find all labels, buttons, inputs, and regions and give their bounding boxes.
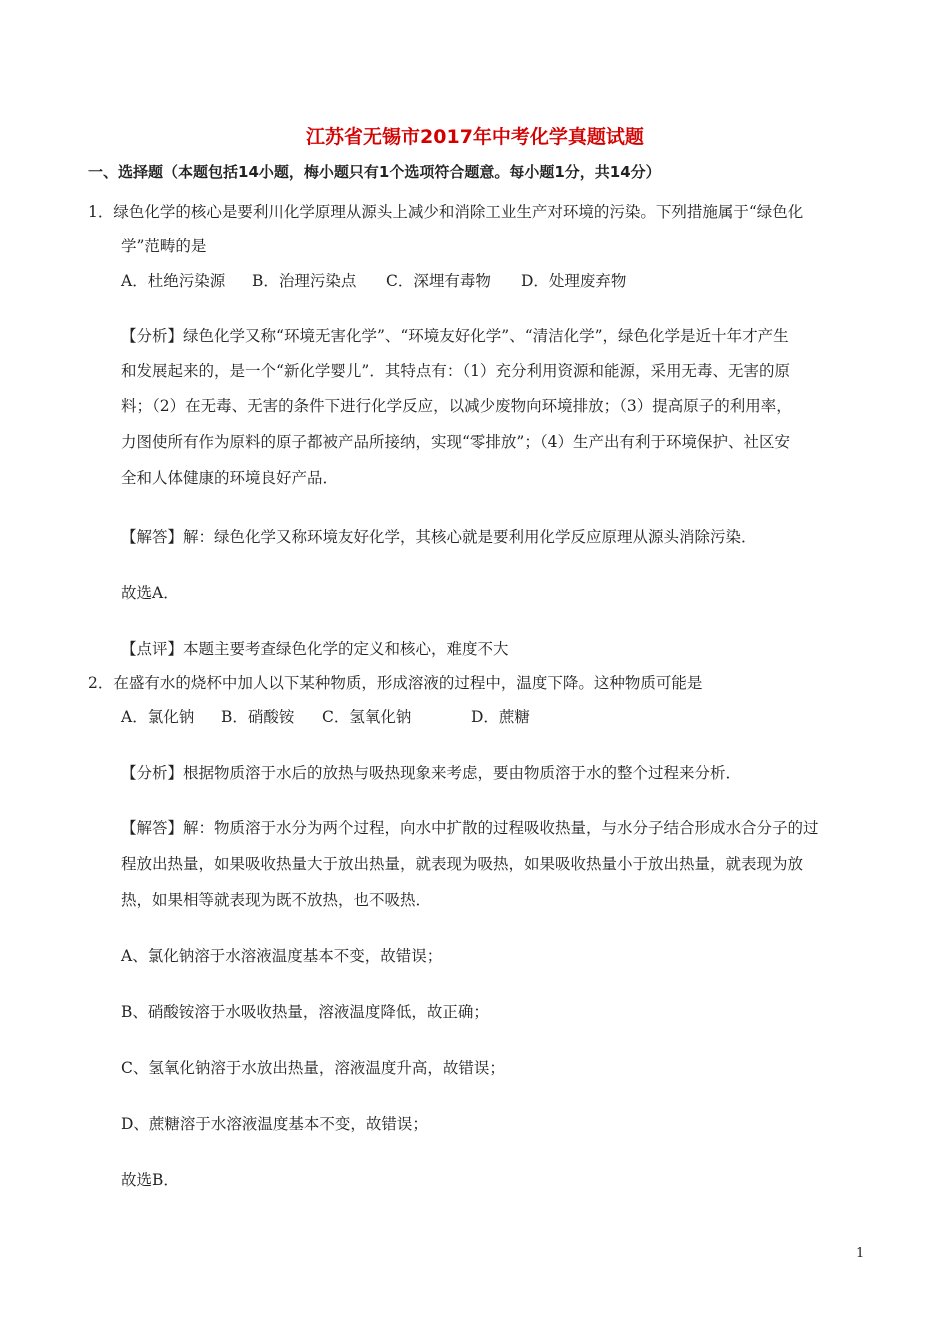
q1-stem-line1: 1．绿色化学的核心是要利川化学原理从源头上减少和消除工业生产对环境的污染。下列措施属于“绿色化 (88, 203, 804, 221)
q1-analysis-text1: 绿色化学又称“环境无害化学”、“环境友好化学”、“清洁化学”，绿色化学是近十年才产生 (183, 327, 789, 345)
q1-analysis-line1 (121, 326, 789, 346)
q2-explain-b: B、硝酸铵溶于水吸收热量，溶液温度降低，故正确； (121, 1003, 489, 1021)
q1-answer-text1: 解：绿色化学又称环境友好化学，其核心就是要利用化学反应原理从源头消除污染． (183, 528, 757, 546)
q2-option-d: D．蔗糖 (471, 708, 530, 726)
q2-explain-d: D、蔗糖溶于水溶液温度基本不变，故错误； (121, 1115, 428, 1133)
section-heading: 一、选择题（本题包括14小题，梅小题只有1个选项符合题意。每小题1分，共14分） (88, 163, 661, 181)
q2-analysis-text1: 根据物质溶于水后的放热与吸热现象来考虑，要由物质溶于水的整个过程来分析． (183, 764, 742, 782)
q1-options (121, 271, 626, 291)
q2-option-a: A．氯化钠 (121, 708, 195, 726)
q2-analysis-line1 (121, 763, 741, 783)
q2-stem-line1: 2．在盛有水的烧杯中加人以下某种物质，形成溶液的过程中，温度下降。这种物质可能是 (88, 674, 703, 692)
q1-stem-line2: 学”范畴的是 (121, 237, 207, 255)
q1-option-b: B．治理污染点 (252, 272, 357, 290)
q2-choice: 故选B． (121, 1171, 179, 1189)
page-number: 1 (856, 1246, 865, 1261)
q2-analysis-tag: 【分析】 (121, 764, 184, 782)
q2-answer-line1 (121, 818, 819, 838)
q2-answer-line3: 热，如果相等就表现为既不放热，也不吸热． (121, 891, 432, 909)
q1-answer-tag: 【解答】 (121, 528, 184, 546)
q2-option-b: B．硝酸铵 (221, 708, 295, 726)
q2-explain-a: A、氯化钠溶于水溶液温度基本不变，故错误； (121, 947, 443, 965)
q2-option-c: C．氢氧化钠 (322, 708, 412, 726)
q2-answer-line2: 程放出热量，如果吸收热量大于放出热量，就表现为吸热，如果吸收热量小于放出热量，就表现为放 (121, 855, 804, 873)
q1-choice: 故选A． (121, 584, 179, 602)
q1-analysis-line2: 和发展起来的，是一个“新化学婴儿”．其特点有：（1）充分利用资源和能源，采用无毒、无害的原 (121, 362, 790, 380)
q1-option-d: D．处理废弃物 (521, 272, 627, 290)
q1-option-c: C．深埋有毒物 (386, 272, 491, 290)
q1-option-a: A．杜绝污染源 (121, 272, 226, 290)
q2-answer-tag: 【解答】 (121, 819, 184, 837)
q2-explain-c: C、氢氧化钠溶于水放出热量，溶液温度升高，故错误； (121, 1059, 505, 1077)
q2-answer-text1: 解：物质溶于水分为两个过程，向水中扩散的过程吸收热量，与水分子结合形成水合分子的过 (183, 819, 819, 837)
q1-analysis-line5: 全和人体健康的环境良好产品． (121, 469, 339, 487)
q1-analysis-tag: 【分析】 (121, 327, 184, 345)
q1-answer-line1 (121, 527, 757, 547)
q2-options (121, 707, 530, 727)
q1-comment-line1 (121, 639, 509, 659)
q1-analysis-line3: 料；（2）在无毒、无害的条件下进行化学反应，以减少废物向环境排放；（3）提高原子的利用率， (121, 397, 792, 415)
q1-comment-tag: 【点评】 (121, 640, 184, 658)
q1-comment-text1: 本题主要考查绿色化学的定义和核心，难度不大 (183, 640, 509, 658)
document-title: 江苏省无锡市2017年中考化学真题试题 (306, 126, 644, 148)
q1-analysis-line4: 力图使所有作为原料的原子都被产品所接纳，实现“零排放”；（4）生产出有利于环境保护、社区安 (121, 433, 790, 451)
